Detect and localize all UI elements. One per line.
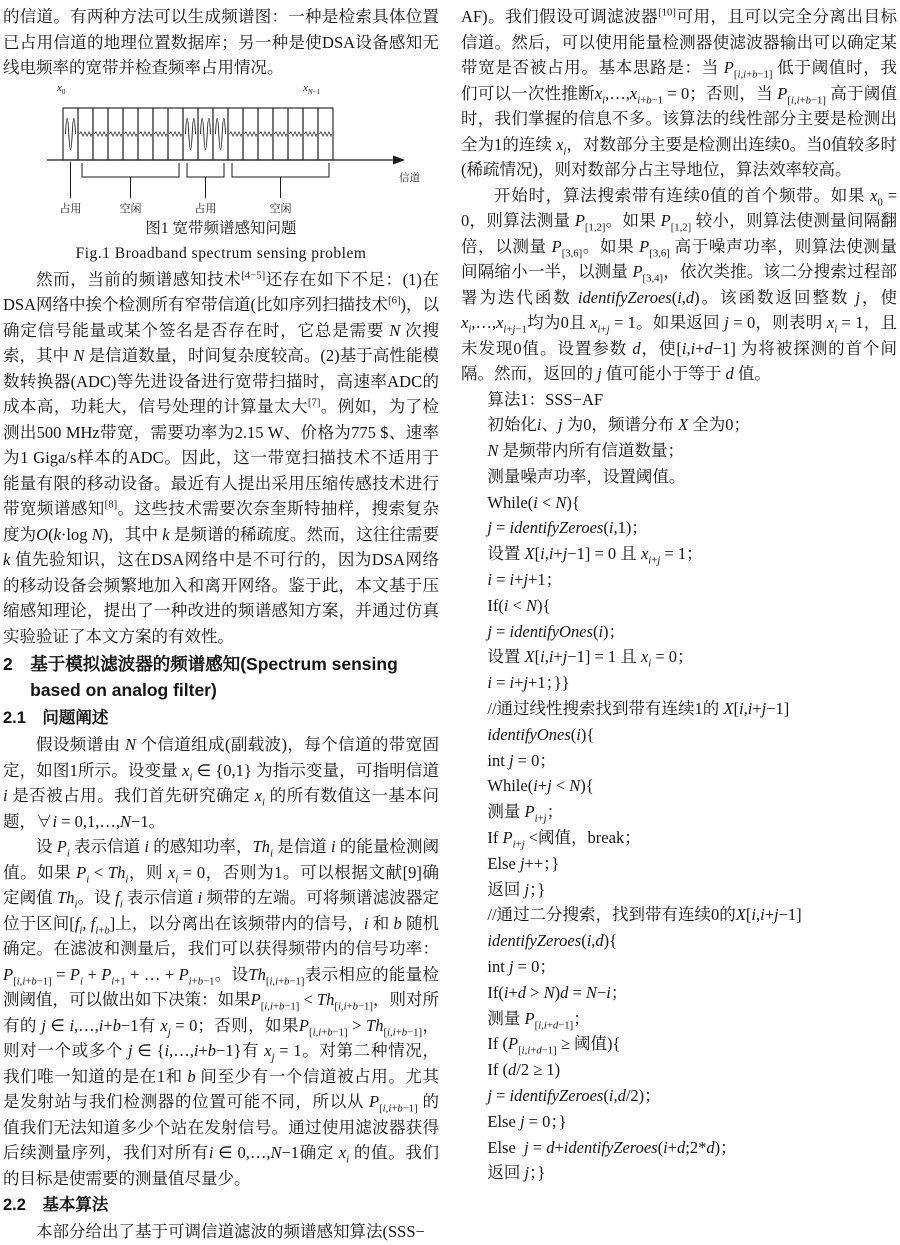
figure-caption-en: Fig.1 Broadband spectrum sensing problem: [75, 245, 367, 262]
paragraph-basic-algorithm-intro: 本部分给出了基于可调信道滤波的频谱感知算法(SSS−: [36, 1222, 425, 1241]
algorithm-line: i = i+j+1；: [487, 570, 563, 590]
paragraph-shortcomings: 然而，当前的频谱感知技术[4−5]还存在如下不足：(1)在DSA网络中挨个检测所有窄带信道(比如序列扫描技术[6])，以确定信号能量或某个签名是否存在时，它总是需要 N 次搜索，其中 N 是信道数量，时间复杂度较高。(2)基于高性能模数转换器(ADC)等先进设备进行宽带扫描时，高速率ADC的成本高，功耗大，信号处理的计算量太大[7]。例如，为了检测出500 MHz带宽，需要功率为2.15 W、价格为775 $、速率为1 Giga/s样本的ADC。因此，这一带宽扫描技术不适用于能量有限的移动设备。最近有人提出采用压缩传感技术进行带宽频谱感知[8]。这些技术需要次奈奎斯特抽样，搜索复杂度为O(k·log N)，其中 k 是频谱的稀疏度。然而，这往往需要 k 值先验知识，这在DSA网络中是不可行的，因为DSA网络的移动设备会频繁地加入和离开网络。鉴于此，本文基于压缩感知理论，提出了一种改进的频谱感知方案，并通过仿真实验验证了本文方案的有效性。: [3, 269, 440, 646]
figure-group-label: 空闲: [119, 202, 142, 214]
algorithm-line: 测量 $P_{i+j}$；: [487, 802, 564, 825]
algorithm-line: 测量噪声功率，设置阈值。: [487, 466, 686, 486]
subsection-heading-2-2: 2.2 基本算法: [3, 1196, 109, 1214]
algorithm-line: i = i+j+1；}}: [487, 673, 570, 693]
figure-axis-label: 信道: [399, 172, 420, 184]
algorithm-line: If(i < N){: [487, 595, 551, 615]
algorithm-line: 设置 X[i,i+j−1] = 0 且 $x_{i+j} = 1$；: [487, 544, 703, 567]
figure-group-label: 占用: [194, 202, 217, 214]
figure-group-label: 空闲: [269, 202, 292, 214]
figure-svg: [3, 94, 439, 214]
algorithm-line: identifyOnes(i){: [487, 724, 595, 744]
figure-right-label: $x_{N-1}$: [303, 81, 321, 96]
paragraph-continuation: 的信道。有两种方法可以生成频谱图：一种是检索具体位置已占用信道的地理位置数据库；另一种是使DSA设备感知无线电频率的宽带并检查频率占用情况。: [3, 7, 439, 77]
algorithm-line: 返回 j；}: [487, 1163, 546, 1183]
paragraph-problem-setup: 假设频谱由 N 个信道组成(副载波)，每个信道的带宽固定，如图1所示。设变量 $x_i$ ∈ {0,1} 为指示变量，可指明信道 i 是否被占用。我们首先研究确定 $x_i$ 的所有数值这一基本问题，∀i = 0,1,…,N−1。: [3, 735, 440, 831]
algorithm-line: Else j++；}: [487, 853, 560, 873]
algorithm-line: N 是频带内所有信道数量；: [487, 441, 685, 461]
paragraph-af-filter: AF)。我们假设可调滤波器[10]可用，且可以完全分离出目标信道。然后，可以使用能量检测器使滤波器输出可以确定某带宽是否被占用。基本思路是：当 $P_{[i,i+b-1]}$ 低于阈值时，我们可以一次性推断$x_i,\dots,x_{i+b-1} = 0$；否则，当 $P_{[i,i+b-1]}$ 高于阈值时，我们掌握的信息不多。该算法的线性部分主要是检测出全为1的连续 $x_i$，对数部分主要是检测出连续0。当0值较多时(稀疏情况)，则对数部分占主导地位，算法效率较高。: [461, 6, 898, 179]
algorithm-line: Else j = d+identifyZeroes(i+d;2*d)；: [487, 1137, 737, 1157]
figure-left-label: $x_0$: [57, 81, 66, 96]
algorithm-line: identifyZeroes(i,d){: [487, 931, 618, 951]
figure-caption-zh: 图1 宽带频谱感知问题: [145, 219, 297, 237]
algorithm-line: While(i < N){: [487, 492, 580, 512]
figure-group-label: 占用: [59, 202, 82, 214]
paragraph-binary-search: 开始时，算法搜索带有连续0值的首个频带。如果 $x_0 = 0$，则算法测量 $P_{[1,2]}$。如果 $P_{[1,2]}$ 较小，则算法使测量间隔翻倍，以测量 $P_{[3,6]}$。如果 $P_{[3,6]}$ 高于噪声功率，则算法使测量间隔缩小一半，以测量 $P_{[3,4]}$，依次类推。该二分搜索过程部署为迭代函数 identifyZeroes(i,d)。该函数返回整数 j，使$x_i,\dots,x_{i+j-1}$均为0且 $x_{i+j} = 1$。如果返回 j = 0，则表明 $x_i = 1$，且未发现0值。设置参数 d，使[i,i+d−1] 为将被探测的首个间隔。然而，返回的 j 值可能小于等于 d 值。: [461, 185, 898, 383]
algorithm-line: 测量 $P_{[i,i+d-1]}$；: [487, 1008, 590, 1031]
algorithm-line: int j = 0；: [487, 750, 556, 770]
figure: [3, 82, 439, 216]
algorithm-line: Else j = 0；}: [487, 1111, 567, 1131]
algorithm-line: If ($P_{[i,i+d-1]}$ ≥ 阈值){: [487, 1034, 621, 1057]
algorithm-line: If $P_{i+j}$ <阈值，break；: [487, 828, 641, 851]
algorithm-line: j = identifyZeroes(i,1)；: [487, 518, 648, 538]
algorithm-block: [461, 387, 897, 1187]
algorithm-line: j = identifyOnes(i)；: [487, 621, 626, 641]
algorithm-line: If(i+d > N)d = N−i；: [487, 982, 628, 1002]
algorithm-line: 设置 X[i,i+j−1] = 1 且 $x_i = 0$；: [487, 647, 694, 670]
paragraph-power-threshold: 设 $P_i$ 表示信道 i 的感知功率，$Th_i$ 是信道 i 的能量检测阈值。如果 $P_i < Th_i$，则 $x_i = 0$，否则为1。可以根据文献[9]确定阈值 $Th_i$。设 $f_i$ 表示信道 i 频带的左端。可将频谱滤波器定位于区间[$f_i$, $f_{i+b}$]上，以分离出在该频带内的信号，i 和 b 随机确定。在滤波和测量后，我们可以获得频带内的信号功率：$P_{[i,i+b-1]} = P_i + P_{i+1}$ + … + $P_{i+b-1}$。设$Th_{[i,i+b-1]}$表示相应的能量检测阈值，可以做出如下决策：如果$P_{[i,i+b-1]} < Th_{[i,i+b-1]}$，则对所有的 j ∈ i,…,i+b−1有 $x_j = 0$；否则，如果$P_{[i,i+b-1]} > Th_{[i,i+b-1]}$，则对一个或多个 j ∈ {i,…,i+b−1}有 $x_j = 1$。对第二种情况，我们唯一知道的是在1和 b 间至少有一个信道被占用。尤其是发射站与我们检测器的位置可能不同，所以从 $P_{[i,i+b-1]}$ 的值我们无法知道多少个站在发射信号。通过使用滤波器获得后续测量序列，我们对所有i ∈ 0,…,N−1确定 $x_i$ 的值。我们的目标是使需要的测量值尽量少。: [3, 837, 440, 1188]
algorithm-line: //通过二分搜索，找到带有连续0的X[i,i+j−1]: [487, 905, 802, 925]
subsection-heading-2-1: 2.1 问题阐述: [3, 709, 109, 727]
algorithm-line: If (d/2 ≥ 1): [487, 1060, 561, 1080]
section-heading-2: 2 基于模拟滤波器的频谱感知(Spectrum sensing based on analog filter): [3, 654, 398, 700]
algorithm-line: //通过线性搜索找到带有连续1的 X[i,i+j−1]: [487, 699, 790, 719]
algorithm-line: While(i+j < N){: [487, 776, 594, 796]
algorithm-line: 初始化i、j 为0，频谱分布 X 全为0；: [487, 415, 751, 435]
algorithm-line: int j = 0；: [487, 957, 556, 977]
algorithm-line: j = identifyZeroes(i,d/2)；: [487, 1086, 661, 1106]
right-column: [461, 4, 897, 1186]
algorithm-line: 算法1：SSS−AF: [487, 389, 604, 409]
algorithm-line: 返回 j；}: [487, 879, 546, 899]
left-column: [3, 4, 439, 1245]
